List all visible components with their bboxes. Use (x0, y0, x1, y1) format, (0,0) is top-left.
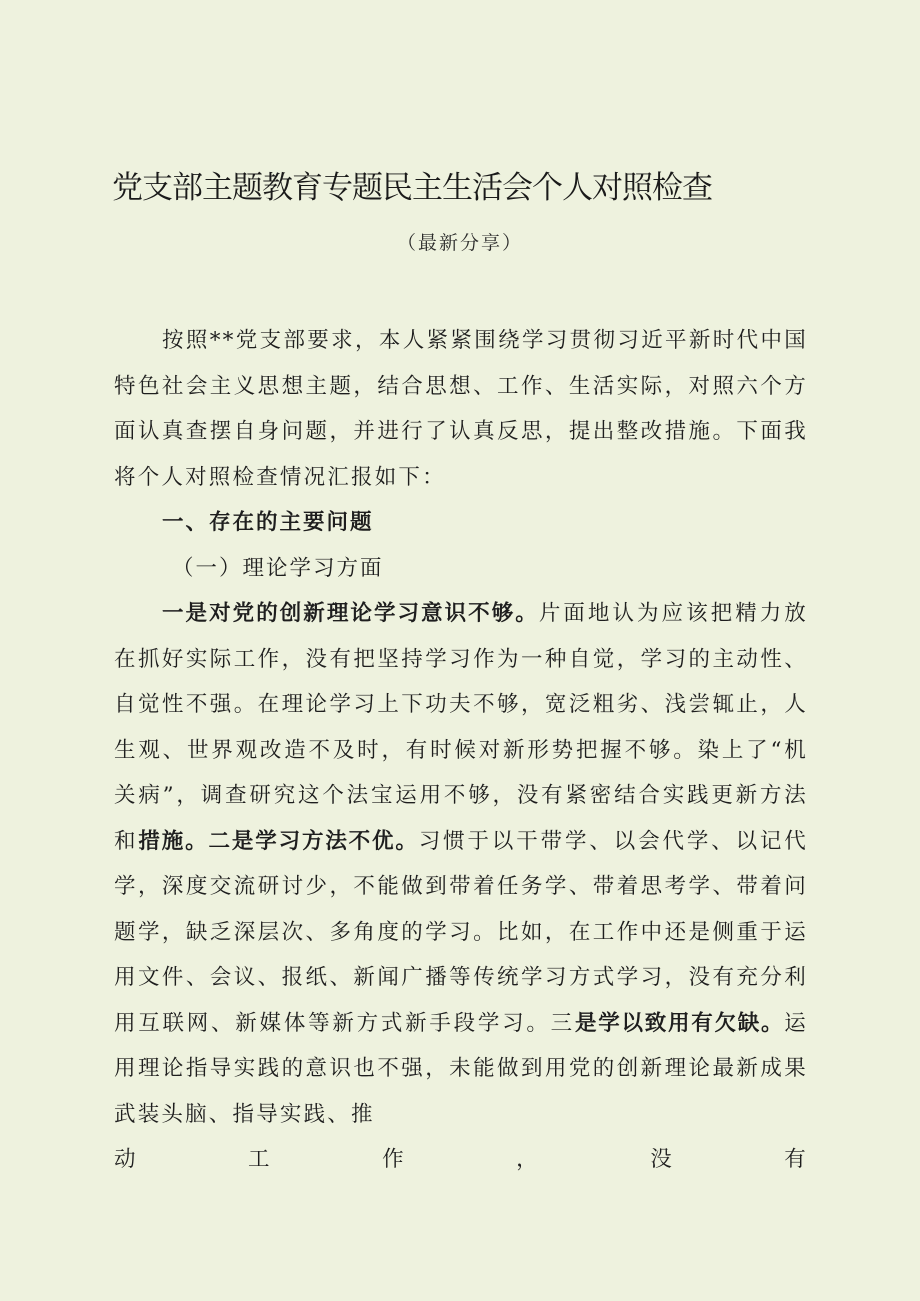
section-heading-main-problems: 一、存在的主要问题 (162, 510, 374, 535)
point-three-text: 运用理论指导实践的意识也不强，未能做到用党的创新理论最新成果武装头脑、指导实践、推 (114, 1010, 808, 1127)
last-line-char: 有 (784, 1147, 808, 1172)
point-one-bold-ending: 措施。 (138, 828, 209, 854)
point-one-heading: 一是对党的创新理论学习意识不够。 (162, 601, 539, 626)
point-two-heading: 二是学习方法不优。 (208, 828, 419, 854)
point-three-heading: 是学以致用有欠缺。 (574, 1010, 785, 1036)
last-line-char: 动 (114, 1147, 138, 1172)
spread-last-line (114, 1137, 808, 1183)
document-body (114, 318, 808, 1183)
document-title: 党支部主题教育专题民主生活会个人对照检查 (112, 170, 712, 206)
subsection-heading-theory-study: （一）理论学习方面 (172, 555, 384, 581)
last-line-char: 工 (248, 1147, 272, 1172)
point-one-text: 片面地认为应该把精力放在抓好实际工作，没有把坚持学习作为一种自觉，学习的主动性、自觉性不强。在理论学习上下功夫不够，宽泛粗劣、浅尝辄止，人生观、世界观改造不及时，有时候对新形势把握不够。染上了“机关病”，调查研究这个法宝运用不够，没有紧密结合实践更新方法和 (114, 601, 809, 854)
intro-paragraph: 按照**党支部要求，本人紧紧围绕学习贯彻习近平新时代中国特色社会主义思想主题，结合思想、工作、生活实际，对照六个方面认真查摆自身问题，并进行了认真反思，提出整改措施。下面我将个人对照检查情况汇报如下： (114, 328, 808, 490)
last-line-char: 没 (650, 1147, 674, 1172)
point-two-text: 习惯于以干带学、以会代学、以记代学，深度交流研讨少，不能做到带着任务学、带着思考学、带着问题学，缺乏深层次、多角度的学习。比如，在工作中还是侧重于运用文件、会议、报纸、新闻广播等传统学习方式学习，没有充分利用互联网、新媒体等新方式新手段学习。三 (114, 828, 809, 1036)
problem-paragraph (114, 591, 808, 1137)
last-line-char: ， (516, 1147, 540, 1172)
last-line-char: 作 (382, 1147, 406, 1172)
document-subtitle: （最新分享） (396, 232, 523, 254)
